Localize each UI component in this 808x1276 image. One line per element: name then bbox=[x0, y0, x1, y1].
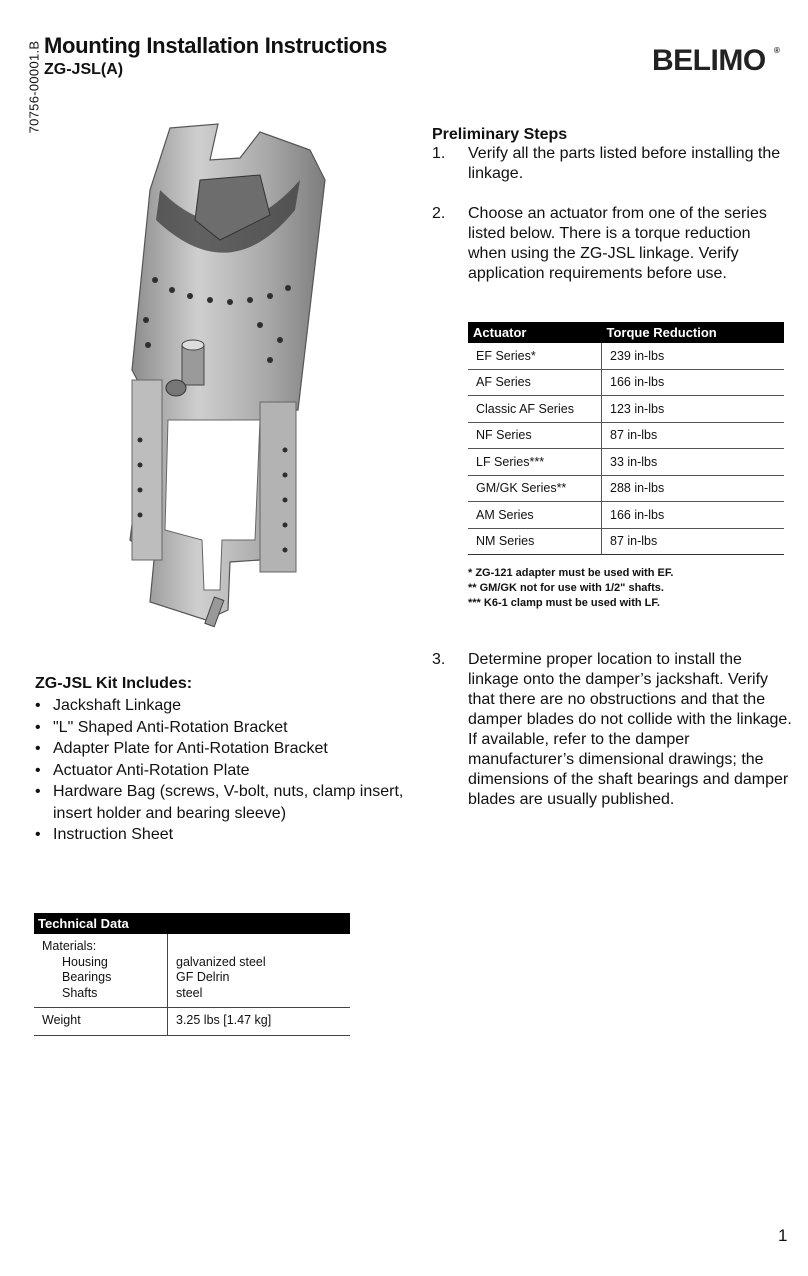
actuator-cell: LF Series*** bbox=[468, 449, 602, 476]
page-subtitle: ZG-JSL(A) bbox=[44, 61, 124, 78]
table-row bbox=[468, 369, 784, 396]
step-1 bbox=[432, 144, 792, 184]
table-row bbox=[34, 1008, 350, 1036]
table-row bbox=[468, 528, 784, 555]
list-item bbox=[35, 824, 405, 846]
table-header-row bbox=[34, 913, 350, 934]
document-number: 70756-00001.B bbox=[26, 40, 42, 134]
preliminary-steps bbox=[432, 126, 792, 284]
actuator-cell: AM Series bbox=[468, 502, 602, 529]
belimo-logo bbox=[652, 44, 782, 84]
bullet-icon: • bbox=[35, 697, 41, 714]
bullet-icon: • bbox=[35, 826, 41, 843]
material-value: galvanized steel bbox=[176, 954, 266, 969]
kit-heading: ZG-JSL Kit Includes: bbox=[35, 675, 193, 692]
registered-mark: ® bbox=[774, 46, 780, 55]
header-torque-reduction: Torque Reduction bbox=[602, 322, 785, 343]
kit-item-text: Jackshaft Linkage bbox=[53, 697, 182, 714]
step-number: 1. bbox=[432, 145, 446, 162]
footnote: ** GM/GK not for use with 1/2" shafts. bbox=[468, 582, 664, 594]
actuator-cell: EF Series* bbox=[468, 343, 602, 369]
page-number: 1 bbox=[778, 1226, 788, 1245]
kit-list bbox=[35, 695, 405, 846]
torque-cell: 87 in-lbs bbox=[602, 422, 785, 449]
footnote: *** K6-1 clamp must be used with LF. bbox=[468, 597, 660, 609]
footnote: * ZG-121 adapter must be used with EF. bbox=[468, 567, 674, 579]
brand-name: BELIMO bbox=[652, 44, 766, 77]
page-title: Mounting Installation Instructions bbox=[44, 33, 388, 58]
kit-item-text: Instruction Sheet bbox=[53, 826, 174, 843]
actuator-cell: GM/GK Series** bbox=[468, 475, 602, 502]
material-label: Housing bbox=[62, 954, 108, 969]
header-actuator: Actuator bbox=[468, 322, 602, 343]
preliminary-steps-heading: Preliminary Steps bbox=[432, 126, 568, 143]
list-item bbox=[35, 781, 405, 824]
bullet-icon: • bbox=[35, 718, 41, 736]
weight-value: 3.25 lbs [1.47 kg] bbox=[168, 1008, 351, 1036]
actuator-cell: AF Series bbox=[468, 369, 602, 396]
step-text: Choose an actuator from one of the series listed below. There is a torque reduction when using the ZG-JSL linkage. Verify application requirements before use. bbox=[468, 205, 767, 282]
torque-cell: 87 in-lbs bbox=[602, 528, 785, 555]
torque-cell: 288 in-lbs bbox=[602, 475, 785, 502]
material-label: Shafts bbox=[62, 985, 98, 1000]
table-row bbox=[468, 502, 784, 529]
table-row bbox=[468, 475, 784, 502]
actuator-cell: NM Series bbox=[468, 528, 602, 555]
actuator-cell: NF Series bbox=[468, 422, 602, 449]
step-number: 2. bbox=[432, 205, 446, 222]
step-3 bbox=[432, 650, 792, 810]
material-label: Bearings bbox=[62, 970, 112, 984]
table-row bbox=[468, 422, 784, 449]
step-2 bbox=[432, 204, 792, 284]
kit-item-text: Adapter Plate for Anti-Rotation Bracket bbox=[53, 740, 328, 757]
table-row bbox=[468, 396, 784, 423]
torque-cell: 239 in-lbs bbox=[602, 343, 785, 369]
torque-cell: 123 in-lbs bbox=[602, 396, 785, 423]
torque-cell: 33 in-lbs bbox=[602, 449, 785, 476]
material-value: steel bbox=[176, 985, 203, 1000]
jackshaft-linkage-image bbox=[110, 120, 340, 635]
step-3-block bbox=[432, 650, 792, 810]
table-row bbox=[34, 934, 350, 1008]
technical-data-table bbox=[34, 913, 350, 1036]
table-row bbox=[468, 449, 784, 476]
list-item bbox=[35, 717, 405, 739]
torque-cell: 166 in-lbs bbox=[602, 502, 785, 529]
materials-labels bbox=[34, 934, 168, 1008]
technical-data-heading: Technical Data bbox=[34, 913, 350, 934]
step-number: 3. bbox=[432, 651, 446, 668]
actuator-torque-table bbox=[468, 322, 784, 555]
torque-cell: 166 in-lbs bbox=[602, 369, 785, 396]
materials-label: Materials: bbox=[42, 939, 97, 953]
list-item bbox=[35, 760, 405, 782]
bullet-icon: • bbox=[35, 740, 41, 757]
table-footnotes bbox=[468, 566, 673, 611]
kit-includes bbox=[35, 675, 405, 846]
material-value: GF Delrin bbox=[176, 970, 230, 984]
bullet-icon: • bbox=[35, 761, 41, 779]
bullet-icon: • bbox=[35, 783, 41, 800]
actuator-cell: Classic AF Series bbox=[468, 396, 602, 423]
step-text: Verify all the parts listed before installing the linkage. bbox=[468, 145, 781, 182]
table-header-row bbox=[468, 322, 784, 343]
weight-label: Weight bbox=[34, 1008, 168, 1036]
kit-item-text: "L" Shaped Anti-Rotation Bracket bbox=[53, 718, 288, 736]
kit-item-text: Hardware Bag (screws, V-bolt, nuts, clamp insert, insert holder and bearing sleeve) bbox=[53, 783, 404, 822]
list-item bbox=[35, 695, 405, 717]
table-row bbox=[468, 343, 784, 369]
step-text: Determine proper location to install the linkage onto the damper’s jackshaft. Verify that there are no obstructions and that the damper blades do not collide with the linkage. If available, refer to the damper manufacturer’s dimensional drawings; the dimensions of the shaft bearings and damper blades are usually published. bbox=[468, 651, 792, 808]
list-item bbox=[35, 738, 405, 760]
materials-values bbox=[168, 934, 351, 1008]
kit-item-text: Actuator Anti-Rotation Plate bbox=[53, 761, 250, 779]
